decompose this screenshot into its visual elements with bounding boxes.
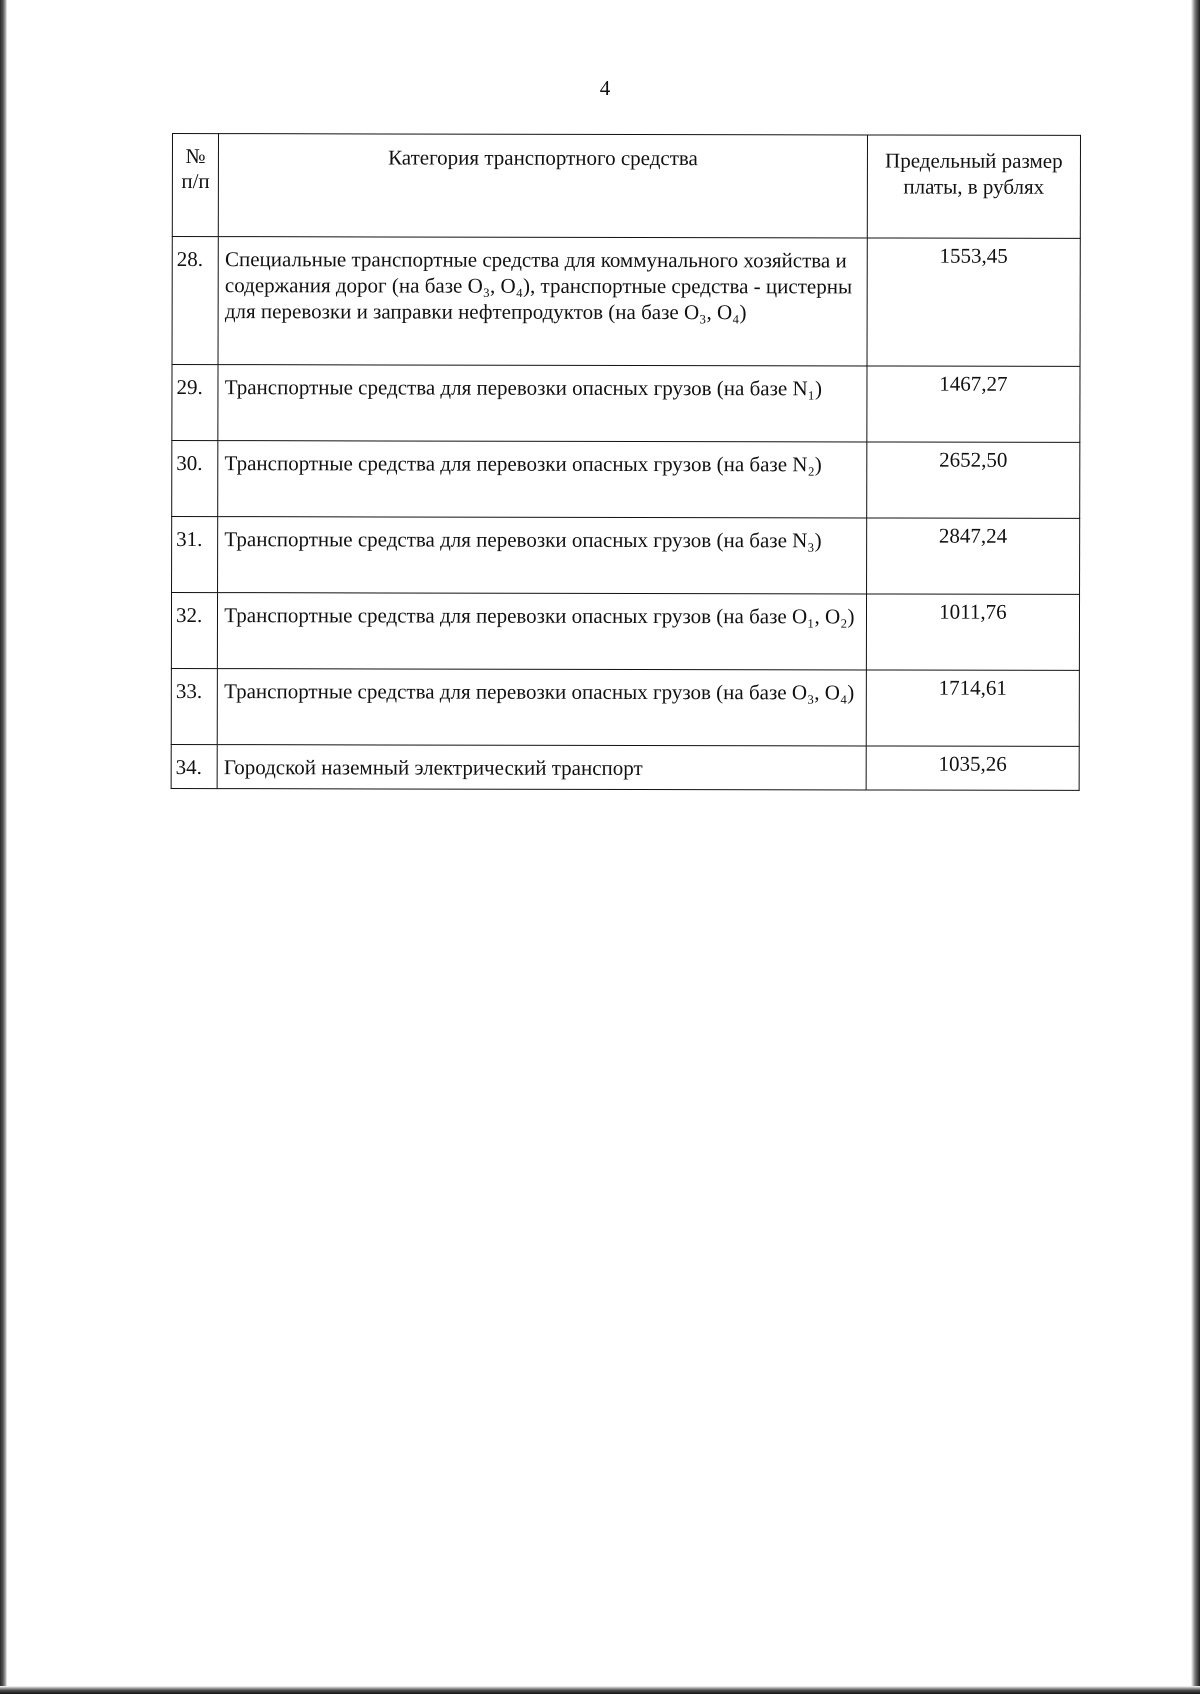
row-number: 31. <box>172 517 218 593</box>
table-header-row <box>172 134 1080 239</box>
row-number: 28. <box>172 237 219 365</box>
header-fee <box>867 135 1080 238</box>
table-row <box>172 517 1080 595</box>
header-fee-label: Предельный размер платы, в рублях <box>885 148 1063 199</box>
row-category: Транспортные средства для перевозки опасных грузов (на базе N₂) <box>218 441 867 518</box>
scan-edge-bottom <box>0 1686 1200 1694</box>
row-category: Транспортные средства для перевозки опасных грузов (на базе N₃) <box>218 517 867 594</box>
row-fee: 1714,61 <box>866 670 1079 746</box>
header-number <box>172 134 218 237</box>
table-row <box>171 744 1079 790</box>
row-fee: 1035,26 <box>866 746 1079 790</box>
scan-edge-right <box>1191 0 1200 1694</box>
row-fee: 2847,24 <box>866 518 1079 594</box>
table-row <box>172 441 1080 519</box>
header-number-label: № п/п <box>181 144 210 194</box>
row-category: Транспортные средства для перевозки опасных грузов (на базе O₃, O₄) <box>217 669 866 746</box>
table-row <box>172 237 1080 367</box>
row-fee: 2652,50 <box>867 442 1080 518</box>
row-number: 29. <box>172 365 218 441</box>
table-row <box>171 668 1079 746</box>
row-number: 33. <box>171 668 217 744</box>
row-number: 30. <box>172 441 218 517</box>
row-fee: 1467,27 <box>867 366 1080 442</box>
table-row <box>171 593 1079 671</box>
header-category-label: Категория транспортного средства <box>388 145 698 171</box>
row-number: 32. <box>171 593 217 669</box>
scan-edge-left <box>0 0 7 1694</box>
row-category: Специальные транспортные средства для коммунального хозяйства и содержания дорог (на базе O₃, O₄), транспортные средства - цистерны для перевозки и заправки нефтепродуктов (на базе O₃, O₄) <box>218 237 867 366</box>
row-category: Городской наземный электрический транспорт <box>217 745 866 790</box>
table-row <box>172 365 1080 443</box>
row-fee: 1011,76 <box>866 594 1079 670</box>
row-category: Транспортные средства для перевозки опасных грузов (на базе O₁, O₂) <box>218 593 867 670</box>
header-category <box>219 134 868 238</box>
page-number: 4 <box>599 76 611 100</box>
row-fee: 1553,45 <box>867 238 1080 366</box>
fees-table <box>171 133 1081 791</box>
row-category: Транспортные средства для перевозки опасных грузов (на базе N₁) <box>218 365 867 442</box>
row-number: 34. <box>171 744 217 788</box>
